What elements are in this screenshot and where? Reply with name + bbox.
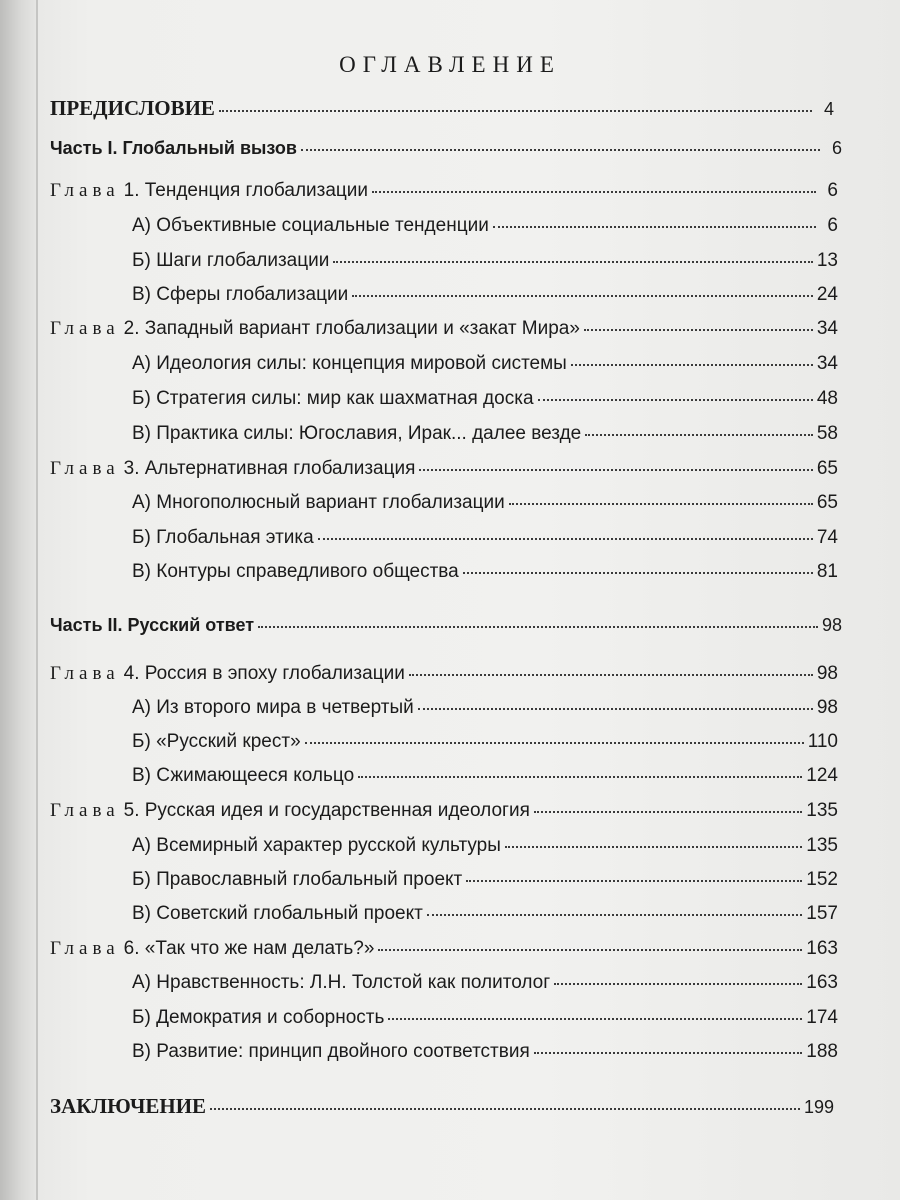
entry-label: А) Всемирный характер русской культуры [132,835,501,856]
entry-label: А) Нравственность: Л.Н. Толстой как политолог [132,972,551,993]
page-number: 4 [823,99,834,119]
page-number: 98 [816,697,838,718]
page-number: 34 [816,318,838,339]
chapter-prefix: Глава [50,800,120,821]
entry-label: 1. Тенденция глобализации [123,180,369,201]
section-entry [132,353,838,387]
dot-leader [318,537,813,540]
dot-leader [219,109,812,112]
section-entry [132,869,838,903]
dot-leader [358,775,802,778]
dot-leader [333,260,813,263]
chapter-entry [50,938,838,972]
entry-label: Часть I. Глобальный вызов [50,138,297,158]
page-number: 13 [816,250,838,271]
dot-leader [418,707,813,710]
entry-label: В) Контуры справедливого общества [132,561,459,582]
page-number: 74 [816,527,838,548]
entry-label: Б) Православный глобальный проект [132,869,463,890]
page-number: 81 [816,561,838,582]
entry-label: Б) Шаги глобализации [132,250,330,271]
entry-label: Б) Демократия и соборность [132,1007,385,1028]
toc-title: ОГЛАВЛЕНИЕ [339,52,561,77]
dot-leader [427,913,802,916]
entry-label: Б) Глобальная этика [132,527,314,548]
chapter-entry [50,800,838,834]
page-number: 152 [806,869,838,890]
chapter-entry [50,318,838,352]
entry-label: А) Из второго мира в четвертый [132,697,414,718]
page-number: 135 [806,835,838,856]
page-number: 135 [806,800,838,821]
dot-leader [554,982,802,985]
section-entry [132,1041,838,1075]
page-number: 110 [807,731,838,752]
entry-label: Б) «Русский крест» [132,731,301,752]
entry-label: 4. Россия в эпоху глобализации [123,663,405,684]
entry-label: А) Объективные социальные тенденции [132,215,489,236]
page-number: 188 [806,1041,838,1062]
section-entry [132,561,838,595]
dot-leader [352,294,813,297]
entry-label: 5. Русская идея и государственная идеология [123,800,530,821]
entry-label: Часть II. Русский ответ [50,615,255,635]
section-entry [132,388,838,422]
dot-leader [534,810,802,813]
dot-leader [409,673,813,676]
dot-leader [372,190,816,193]
page-number: 98 [816,663,838,684]
page-edge [36,0,38,1200]
page-number: 6 [831,138,842,158]
dot-leader [584,328,813,331]
page-number: 157 [806,903,838,924]
page-number: 6 [827,180,838,201]
page-number: 24 [816,284,838,305]
dot-leader [463,571,813,574]
page-number: 58 [816,423,838,444]
main-heading [50,96,834,130]
entry-label: ПРЕДИСЛОВИЕ [50,96,215,120]
entry-label: А) Идеология силы: концепция мировой системы [132,353,567,374]
page-number: 48 [816,388,838,409]
page-number: 199 [803,1097,834,1117]
dot-leader [210,1107,800,1110]
chapter-entry [50,458,838,492]
dot-leader [258,625,818,628]
part-heading [50,615,842,649]
entry-label: 6. «Так что же нам делать?» [123,938,375,959]
entry-label: В) Советский глобальный проект [132,903,423,924]
chapter-entry [50,180,838,214]
dot-leader [509,502,813,505]
chapter-entry [50,663,838,697]
page-number: 65 [816,458,838,479]
dot-leader [493,225,816,228]
entry-label: ЗАКЛЮЧЕНИЕ [50,1094,207,1118]
entry-label: 3. Альтернативная глобализация [123,458,416,479]
chapter-prefix: Глава [50,458,120,479]
page-number: 65 [816,492,838,513]
entry-label: В) Сферы глобализации [132,284,349,305]
section-entry [132,972,838,1006]
dot-leader [301,148,820,151]
dot-leader [505,845,802,848]
chapter-prefix: Глава [50,663,120,684]
entry-label: В) Сжимающееся кольцо [132,765,355,786]
dot-leader [571,363,813,366]
entry-label: В) Практика силы: Югославия, Ирак... далее везде [132,423,582,444]
section-entry [132,1007,838,1041]
dot-leader [466,879,802,882]
page-number: 34 [816,353,838,374]
dot-leader [388,1017,802,1020]
page-number: 6 [827,215,838,236]
section-entry [132,250,838,284]
entry-label: 2. Западный вариант глобализации и «закат Мира» [123,318,580,339]
entry-label: Б) Стратегия силы: мир как шахматная доска [132,388,534,409]
entry-label: В) Развитие: принцип двойного соответствия [132,1041,530,1062]
section-entry [132,731,838,765]
section-entry [132,903,838,937]
book-gutter [0,0,38,1200]
dot-leader [378,948,802,951]
section-entry [132,492,838,526]
dot-leader [419,468,812,471]
dot-leader [305,741,804,744]
section-entry [132,284,838,318]
page-number: 124 [806,765,838,786]
section-entry [132,765,838,799]
main-heading [50,1094,834,1128]
section-entry [132,423,838,457]
dot-leader [538,398,813,401]
chapter-prefix: Глава [50,938,120,959]
entry-label: А) Многополюсный вариант глобализации [132,492,505,513]
section-entry [132,835,838,869]
dot-leader [585,433,813,436]
page-number: 163 [806,972,838,993]
section-entry [132,215,838,249]
page-number: 98 [821,615,842,635]
chapter-prefix: Глава [50,318,120,339]
page-number: 163 [806,938,838,959]
section-entry [132,527,838,561]
section-entry [132,697,838,731]
part-heading [50,138,842,172]
dot-leader [534,1051,803,1054]
page-number: 174 [806,1007,838,1028]
chapter-prefix: Глава [50,180,120,201]
